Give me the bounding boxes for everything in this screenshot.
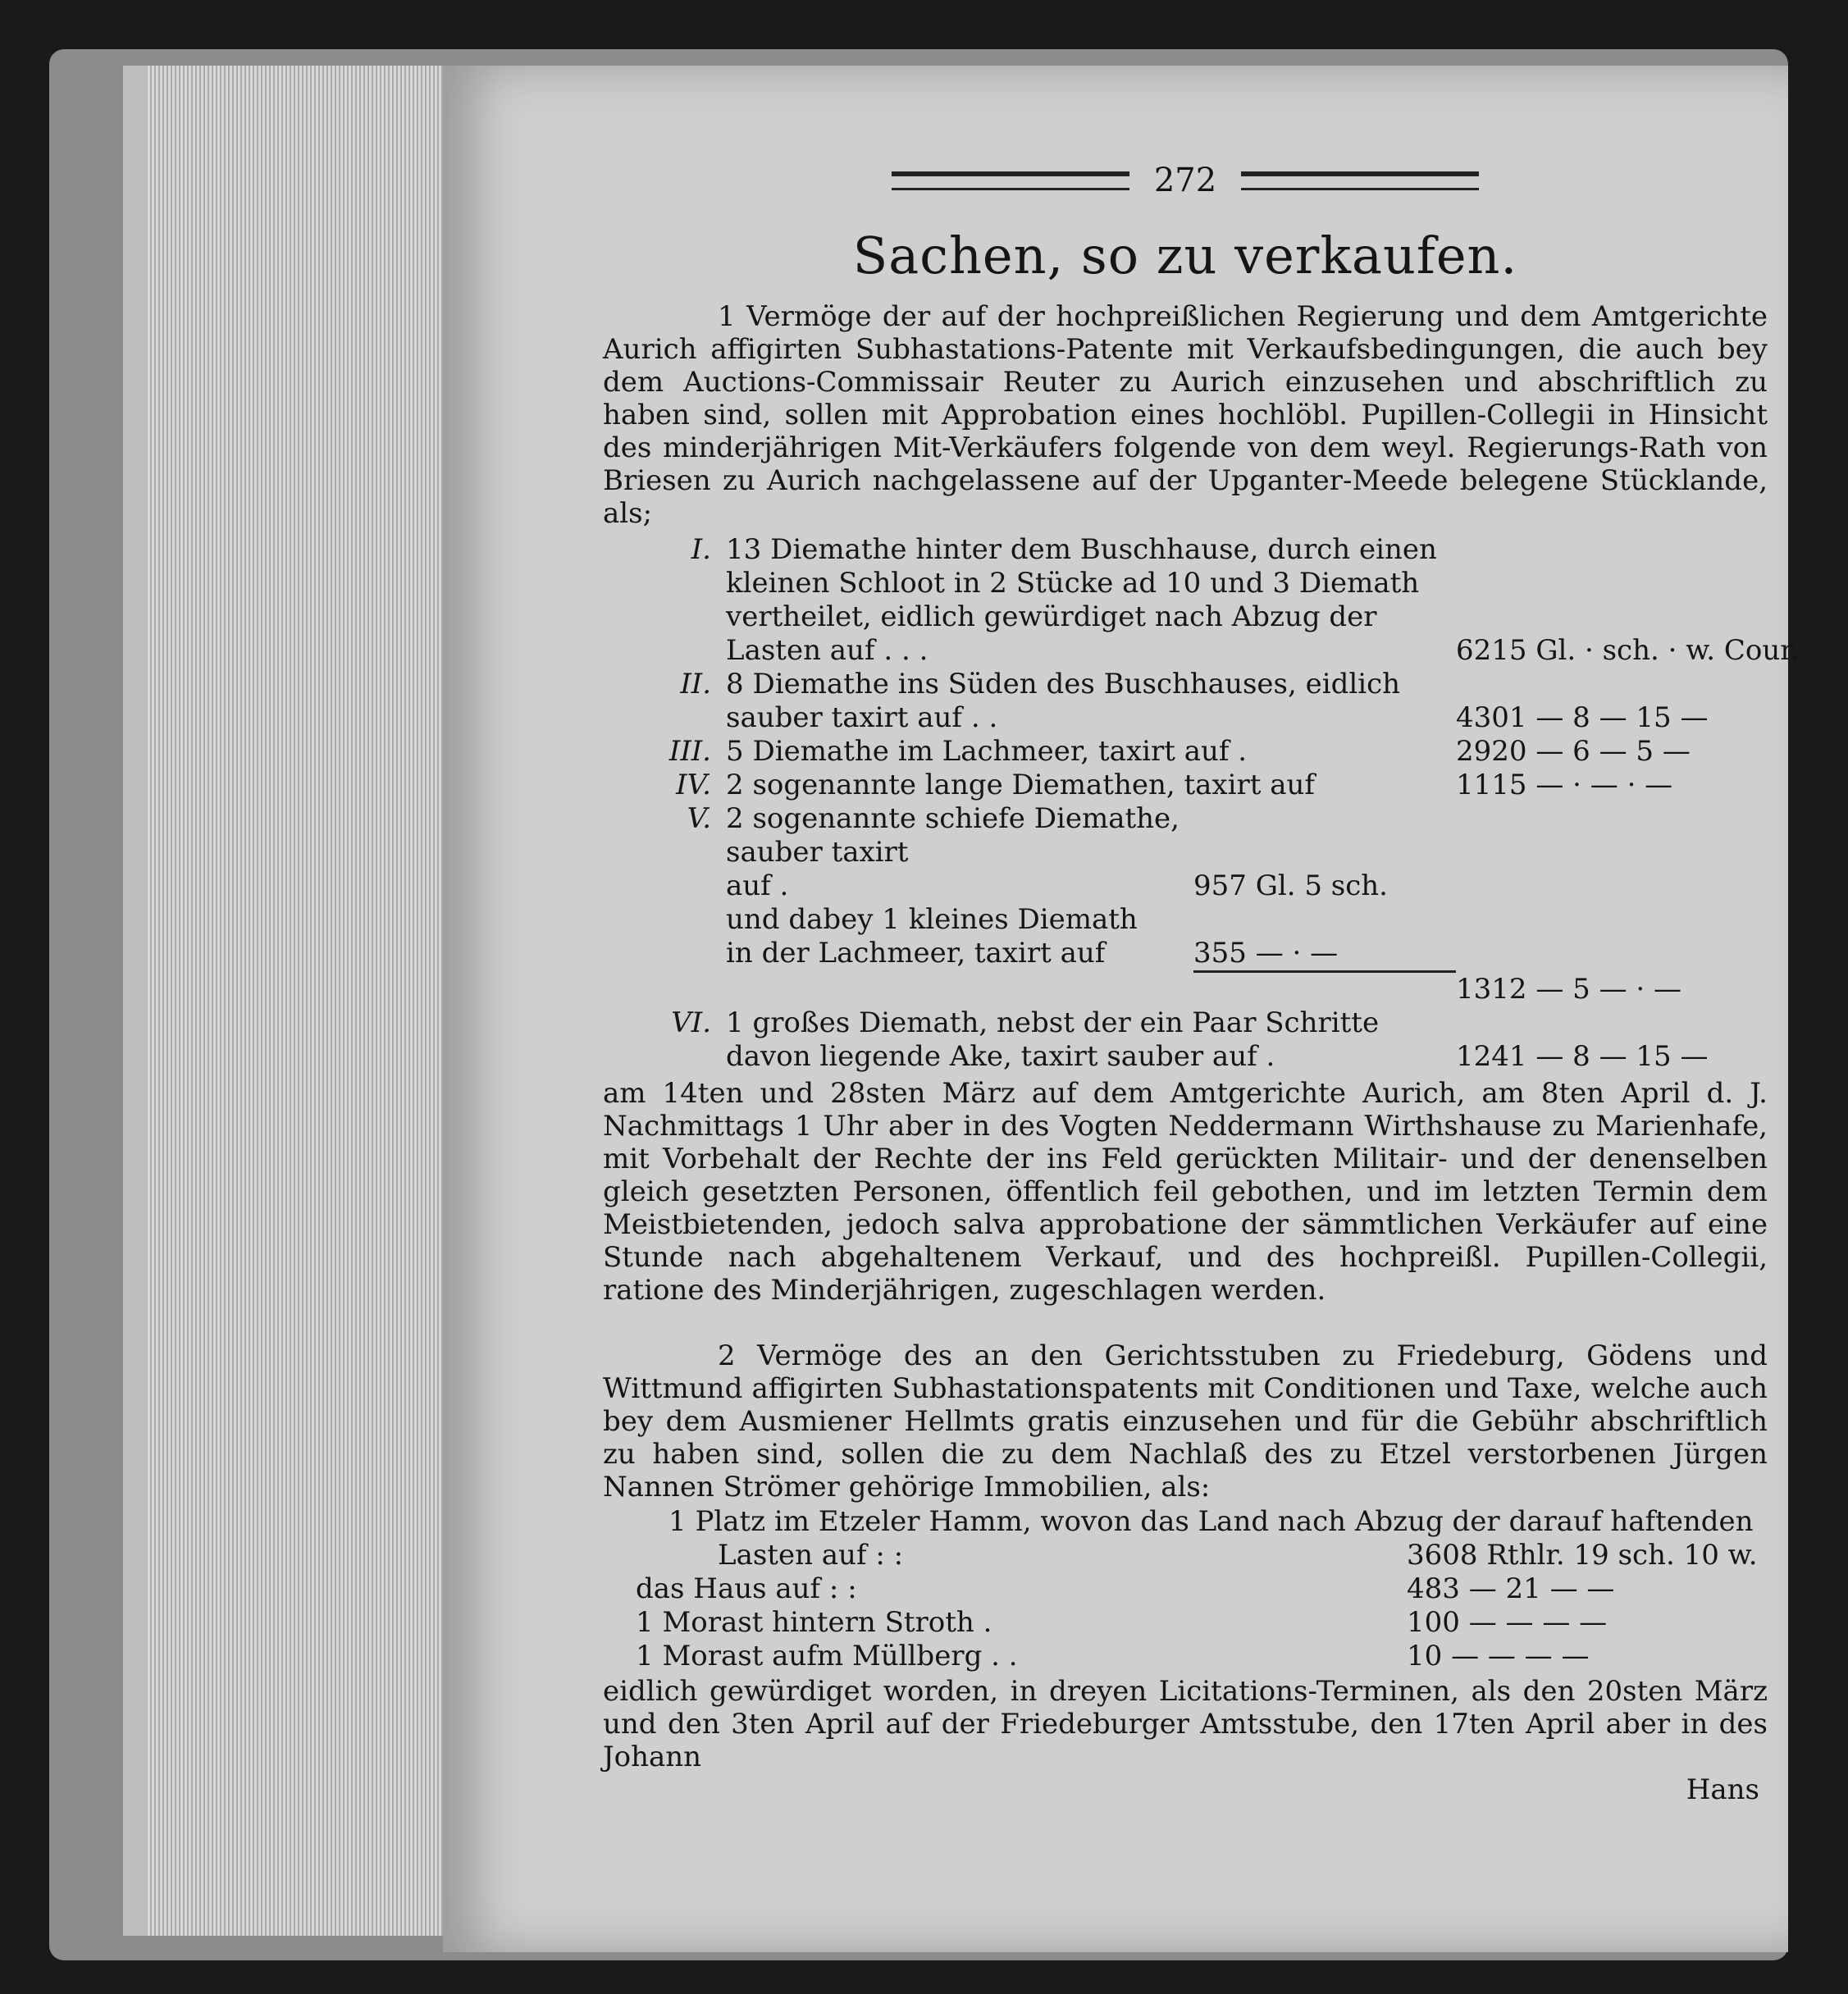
- parcel-v-row: [603, 903, 1768, 937]
- asset-row: [603, 1640, 1768, 1673]
- parcel-v-line3: und dabey 1 kleines Diemath: [726, 903, 1138, 936]
- asset-amount: 483 — 21 — —: [1407, 1572, 1615, 1605]
- asset-amount: 100 — — — —: [1407, 1606, 1608, 1639]
- parcel-vi-amount: 1241 — 8 — 15 —: [1456, 1040, 1709, 1073]
- parcel-v-line2: auf .: [726, 869, 789, 902]
- parcel-vi-line2: davon liegende Ake, taxirt sauber auf .: [726, 1040, 1275, 1073]
- item1-intro: 1 Vermöge der auf der hochpreißlichen Regierung und dem Amtgerichte Aurich affigirten Subhastations-Patente mit Verkaufsbedingungen, die auch bey dem Auctions-Commissair Reuter zu Aurich einzusehen und abschriftlich zu haben sind, sollen mit Approbation eines hochlöbl. Pupillen-Collegii in Hinsicht des minderjährigen Mit-Verkäufers folgende von dem weyl. Regierungs-Rath von Briesen zu Aurich nachgelassene auf der Upganter-Meede belegene Stücklande, als;: [603, 300, 1768, 530]
- item1-parcel-list: [603, 533, 1800, 1074]
- parcel-v-line4: in der Lachmeer, taxirt auf: [726, 937, 1106, 970]
- page-content: [603, 152, 1800, 1806]
- parcel-text: 13 Diemathe hinter dem Buschhause, durch einen kleinen Schloot in 2 Stücke ad 10 und 3 Diemath vertheilet, eidlich gewürdiget nach Abzug der Lasten auf . . .: [726, 533, 1437, 667]
- parcel-v-row: [603, 802, 1768, 869]
- parcel-v-line1: 2 sogenannte schiefe Diemathe, sauber taxirt: [726, 802, 1180, 869]
- parcel-v-total-row: [603, 973, 1768, 1006]
- parcel-row: [603, 735, 1768, 769]
- parcel-number: V.: [687, 802, 711, 835]
- parcel-v-line4-amount: 355 — · —: [1193, 937, 1456, 973]
- asset-label: 1 Morast hintern Stroth .: [636, 1606, 992, 1639]
- parcel-amount: 4301 — 8 — 15 —: [1456, 701, 1709, 734]
- parcel-row: [603, 533, 1800, 668]
- parcel-amount: 2920 — 6 — 5 —: [1456, 735, 1691, 768]
- parcel-number: IV.: [676, 769, 711, 801]
- spacer: [603, 1307, 1768, 1339]
- parcel-vi-line1: 1 großes Diemath, nebst der ein Paar Schritte: [726, 1006, 1380, 1039]
- page-edges: [123, 66, 476, 1936]
- parcel-amount: 6215 Gl. · sch. · w. Cour.: [1456, 634, 1800, 667]
- parcel-v-total: 1312 — 5 — · —: [1456, 973, 1682, 1006]
- page-header: [603, 152, 1768, 209]
- parcel-text: 5 Diemathe im Lachmeer, taxirt auf .: [726, 735, 1248, 768]
- parcel-row: [603, 668, 1768, 735]
- item2-closing: eidlich gewürdiget worden, in dreyen Licitations-Terminen, als den 20sten März und den 3ten April auf der Friedeburger Amtsstube, den 17ten April aber in des Johann: [603, 1675, 1768, 1773]
- parcel-amount: 1115 — · — · —: [1456, 769, 1673, 801]
- parcel-number: I.: [691, 533, 711, 566]
- asset-row: [603, 1606, 1768, 1640]
- asset-amount: 10 — — — —: [1407, 1640, 1590, 1672]
- asset-label: das Haus auf : :: [636, 1572, 857, 1605]
- asset-row: [603, 1539, 1768, 1572]
- parcel-v-line2-amount: 957 Gl. 5 sch.: [1193, 869, 1388, 902]
- parcel-v-row: [603, 937, 1768, 973]
- parcel-number: VI.: [671, 1006, 711, 1039]
- parcel-number: III.: [668, 735, 711, 768]
- header-rule-left: [892, 171, 1129, 190]
- parcel-number: II.: [680, 668, 711, 700]
- parcel-vi-row: [603, 1040, 1768, 1074]
- parcel-text: 8 Diemathe ins Süden des Buschhauses, eidlich sauber taxirt auf . .: [726, 668, 1401, 734]
- item1-closing: am 14ten und 28sten März auf dem Amtgerichte Aurich, am 8ten April d. J. Nachmittags 1 Uhr aber in des Vogten Neddermann Wirthshause zu Marienhafe, mit Vorbehalt der Rechte der ins Feld gerückten Militair- und der denenselben gleich gesetzten Personen, öffentlich feil gebothen, und im letzten Termin dem Meistbietenden, jedoch salva approbatione der sämmtlichen Verkäufer auf eine Stunde nach abgehaltenem Verkauf, und des hochpreißl. Pupillen-Collegii, ratione des Minderjährigen, zugeschlagen werden.: [603, 1077, 1768, 1307]
- header-rule-right: [1241, 171, 1479, 190]
- asset-row: 1 Platz im Etzeler Hamm, wovon das Land nach Abzug der darauf haftenden: [668, 1505, 1754, 1538]
- parcel-row: [603, 769, 1768, 802]
- parcel-text: 2 sogenannte lange Diemathen, taxirt auf: [726, 769, 1315, 801]
- asset-row: [603, 1572, 1768, 1606]
- section-title: Sachen, so zu verkaufen.: [852, 226, 1518, 285]
- parcel-vi-row: [603, 1006, 1768, 1040]
- item2-asset-list: [603, 1505, 1768, 1673]
- page-number: 272: [1153, 162, 1217, 199]
- catchword: Hans: [1686, 1773, 1759, 1806]
- asset-label: Lasten auf : :: [718, 1539, 904, 1572]
- asset-label: 1 Morast aufm Müllberg . .: [636, 1640, 1018, 1672]
- asset-amount: 3608 Rthlr. 19 sch. 10 w.: [1407, 1539, 1758, 1572]
- parcel-v-row: [603, 869, 1768, 903]
- item2-intro: 2 Vermöge des an den Gerichtsstuben zu Friedeburg, Gödens und Wittmund affigirten Subhastationspatents mit Conditionen und Taxe, welche auch bey dem Ausmiener Hellmts gratis einzusehen und für die Gebühr abschriftlich zu haben sind, sollen die zu dem Nachlaß des zu Etzel verstorbenen Jürgen Nannen Strömer gehörige Immobilien, als:: [603, 1339, 1768, 1503]
